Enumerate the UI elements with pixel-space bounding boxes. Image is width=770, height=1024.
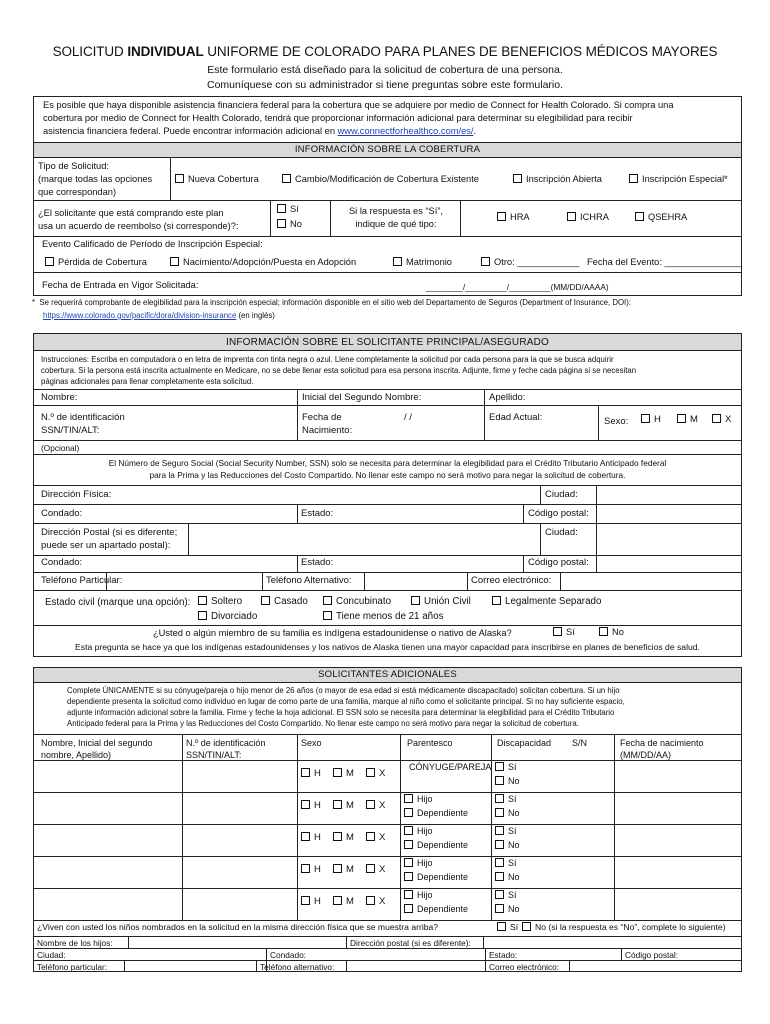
live-no[interactable]: No (si la respuesta es “No”, complete lo siguiente) <box>522 922 726 933</box>
row-disability-no[interactable]: No <box>495 808 520 819</box>
native-question: ¿Usted o algún miembro de su familia es indígena estadounidense o nativo de Alaska? <box>153 628 512 638</box>
city-label[interactable]: Ciudad: <box>545 489 578 500</box>
sex-h[interactable]: H <box>641 414 661 426</box>
checkbox[interactable] <box>522 922 531 931</box>
native-note: Esta pregunta se hace ya que los indígenas estadounidenses y los nativos de Alaska tienen una mayor capacidad para inscribirse en planes de beneficios de salud. <box>75 642 700 652</box>
checkbox[interactable] <box>677 414 686 423</box>
middle-initial-label[interactable]: Inicial del Segundo Nombre: <box>302 392 422 403</box>
option-special-enrollment[interactable]: Inscripción Especial* <box>629 174 728 186</box>
checkbox[interactable] <box>282 174 291 183</box>
row-disability-no[interactable]: No <box>495 904 520 915</box>
marital-cohabiting[interactable]: Concubinato <box>323 596 391 608</box>
footnote: * Se requerirá comprobante de elegibilidad para la inscripción especial; información disponible en el sitio web del Departamento de Seguros (Department of Insurance, DOI): <box>32 298 631 307</box>
special-event-label: Evento Calificado de Período de Inscripción Especial: <box>42 239 263 249</box>
mailing-address-label[interactable]: Dirección Postal (si es diferente; <box>41 527 178 538</box>
checkbox[interactable] <box>599 627 608 636</box>
checkbox[interactable] <box>366 800 375 809</box>
request-type-label: Tipo de Solicitud: <box>38 161 109 171</box>
checkbox[interactable] <box>404 904 413 913</box>
row-sex-x[interactable]: X <box>366 768 385 780</box>
row-sex-x[interactable]: X <box>366 896 385 908</box>
row-sex-m[interactable]: M <box>333 800 354 812</box>
checkbox[interactable] <box>333 768 342 777</box>
checkbox[interactable] <box>553 627 562 636</box>
col-disability: Discapacidad <box>497 738 552 748</box>
additional-instructions-1: Complete ÚNICAMENTE si su cónyuge/pareja o hijo menor de 26 años (o mayor de esa edad si está médicamente discapacitado) solicitan cobertura. Si un hijo <box>67 686 620 695</box>
checkbox[interactable] <box>712 414 721 423</box>
checkbox[interactable] <box>45 257 54 266</box>
event-other[interactable]: Otro: ____________ <box>481 257 579 269</box>
row-sex-h[interactable]: H <box>301 896 321 908</box>
row-child[interactable]: Hijo <box>404 890 433 901</box>
checkbox[interactable] <box>301 864 310 873</box>
checkbox[interactable] <box>635 212 644 221</box>
county-label[interactable]: Condado: <box>41 508 83 519</box>
row-disability-yes[interactable]: Sí <box>495 890 517 901</box>
children-alt-phone-label[interactable]: Teléfono alternativo: <box>260 962 335 972</box>
intro-line-2: cobertura por medio de Connect for Health Colorado, tendrá que proporcionar información adicional para determinar su elegibilidad para recibir <box>43 113 633 123</box>
table-row-divider <box>33 824 742 825</box>
marital-status-label: Estado civil (marque una opción): <box>45 597 191 608</box>
row-sex-m[interactable]: M <box>333 896 354 908</box>
option-qsehra[interactable]: QSEHRA <box>635 212 687 224</box>
checkbox[interactable] <box>333 800 342 809</box>
state-label[interactable]: Estado: <box>301 508 334 519</box>
live-yes[interactable]: Sí <box>497 922 518 933</box>
row-disability-yes[interactable]: Sí <box>495 762 517 773</box>
checkbox[interactable] <box>497 212 506 221</box>
checkbox[interactable] <box>198 611 207 620</box>
checkbox[interactable] <box>301 768 310 777</box>
row-dependent[interactable]: Dependiente <box>404 904 468 915</box>
checkbox[interactable] <box>261 596 270 605</box>
reimbursement-no[interactable]: No <box>277 219 302 231</box>
reimbursement-yes[interactable]: Sí <box>277 204 299 216</box>
marital-married[interactable]: Casado <box>261 596 308 608</box>
checkbox[interactable] <box>175 174 184 183</box>
children-city-label[interactable]: Ciudad: <box>37 950 66 960</box>
checkbox[interactable] <box>513 174 522 183</box>
checkbox[interactable] <box>277 219 286 228</box>
row-child[interactable]: Hijo <box>404 794 433 805</box>
row-disability-yes[interactable]: Sí <box>495 826 517 837</box>
native-no[interactable]: No <box>599 627 624 639</box>
row-spouse-label: CÓNYUGE/PAREJA <box>409 762 492 772</box>
row-disability-no[interactable]: No <box>495 840 520 851</box>
effective-date-field[interactable]: ________/_________/_________(MM/DD/AAAA) <box>426 282 609 292</box>
children-state-label[interactable]: Estado: <box>489 950 518 960</box>
checkbox[interactable] <box>404 872 413 881</box>
checkbox[interactable] <box>495 794 504 803</box>
checkbox[interactable] <box>404 858 413 867</box>
applicant-heading: INFORMACIÓN SOBRE EL SOLICITANTE PRINCIPAL/ASEGURADO <box>33 333 742 351</box>
checkbox[interactable] <box>333 896 342 905</box>
doi-link[interactable]: https://www.colorado.gov/pacific/dora/division-insurance <box>43 311 237 320</box>
option-ichra[interactable]: ICHRA <box>567 212 609 224</box>
marital-civil-union[interactable]: Unión Civil <box>411 596 471 608</box>
row-sex-x[interactable]: X <box>366 832 385 844</box>
children-email-label[interactable]: Correo electrónico: <box>489 962 560 972</box>
row-dependent[interactable]: Dependiente <box>404 808 468 819</box>
checkbox[interactable] <box>495 858 504 867</box>
sex-label: Sexo: <box>604 416 629 427</box>
title-emphasis: INDIVIDUAL <box>127 44 204 59</box>
checkbox[interactable] <box>198 596 207 605</box>
footnote-link-line: https://www.colorado.gov/pacific/dora/division-insurance (en inglés) <box>43 311 275 320</box>
checkbox[interactable] <box>481 257 490 266</box>
effective-date-label: Fecha de Entrada en Vigor Solicitada: <box>42 280 199 290</box>
checkbox[interactable] <box>492 596 501 605</box>
col-relationship: Parentesco <box>407 738 453 748</box>
row-sex-h[interactable]: H <box>301 768 321 780</box>
col-name: Nombre, Inicial del segundo <box>41 738 153 748</box>
checkbox[interactable] <box>495 904 504 913</box>
row-sex-h[interactable]: H <box>301 864 321 876</box>
row-sex-m[interactable]: M <box>333 768 354 780</box>
checkbox[interactable] <box>404 826 413 835</box>
checkbox[interactable] <box>323 611 332 620</box>
row-disability-yes[interactable]: Sí <box>495 858 517 869</box>
row-sex-x[interactable]: X <box>366 864 385 876</box>
sex-x[interactable]: X <box>712 414 731 426</box>
coverage-heading: INFORMACIÓN SOBRE LA COBERTURA <box>33 142 742 158</box>
applicant-instructions-1: Instrucciones: Escriba en computadora o en letra de imprenta con tinta negra o azul. Llene completamente la solicitud por cada persona para la que se busca adquirir <box>41 355 614 364</box>
option-change-coverage[interactable]: Cambio/Modificación de Cobertura Existente <box>282 174 479 186</box>
checkbox[interactable] <box>641 414 650 423</box>
reimbursement-question: ¿El solicitante que está comprando este plan <box>38 208 224 218</box>
checkbox[interactable] <box>404 808 413 817</box>
checkbox[interactable] <box>170 257 179 266</box>
row-sex-m[interactable]: M <box>333 864 354 876</box>
children-zip-label[interactable]: Código postal: <box>625 950 679 960</box>
event-date-field[interactable]: Fecha del Evento: _______________ <box>587 257 743 267</box>
col-sex: Sexo <box>301 738 322 748</box>
event-marriage[interactable]: Matrimonio <box>393 257 452 269</box>
row-sex-m[interactable]: M <box>333 832 354 844</box>
event-loss-of-coverage[interactable]: Pérdida de Cobertura <box>45 257 147 269</box>
last-name-label[interactable]: Apellido: <box>489 392 526 403</box>
ssn-label[interactable]: N.º de identificación <box>41 412 125 423</box>
row-dependent[interactable]: Dependiente <box>404 840 468 851</box>
checkbox[interactable] <box>567 212 576 221</box>
option-open-enrollment[interactable]: Inscripción Abierta <box>513 174 602 186</box>
checkbox[interactable] <box>301 800 310 809</box>
children-names-label[interactable]: Nombre de los hijos: <box>37 938 113 948</box>
marital-separated[interactable]: Legalmente Separado <box>492 596 601 608</box>
checkbox[interactable] <box>495 840 504 849</box>
checkbox[interactable] <box>333 832 342 841</box>
native-yes[interactable]: Sí <box>553 627 575 639</box>
row-disability-no[interactable]: No <box>495 872 520 883</box>
checkbox[interactable] <box>497 922 506 931</box>
connect-for-health-link[interactable]: www.connectforhealthco.com/es/ <box>337 126 474 136</box>
row-disability-no[interactable]: No <box>495 776 520 787</box>
mailing-zip-label[interactable]: Código postal: <box>528 557 589 568</box>
row-sex-x[interactable]: X <box>366 800 385 812</box>
age-label[interactable]: Edad Actual: <box>489 412 543 423</box>
mailing-county-label[interactable]: Condado: <box>41 557 83 568</box>
checkbox[interactable] <box>301 832 310 841</box>
checkbox[interactable] <box>333 864 342 873</box>
email-label[interactable]: Correo electrónico: <box>471 575 552 586</box>
under-21[interactable]: Tiene menos de 21 años <box>323 611 443 623</box>
checkbox[interactable] <box>404 840 413 849</box>
checkbox[interactable] <box>277 204 286 213</box>
event-birth-adoption[interactable]: Nacimiento/Adopción/Puesta en Adopción <box>170 257 356 269</box>
row-sex-h[interactable]: H <box>301 832 321 844</box>
marital-divorced[interactable]: Divorciado <box>198 611 257 623</box>
live-together-question: ¿Viven con usted los niños nombrados en la solicitud en la misma dirección física que se muestra arriba? <box>37 922 439 932</box>
row-sex-h[interactable]: H <box>301 800 321 812</box>
checkbox[interactable] <box>301 896 310 905</box>
checkbox[interactable] <box>495 826 504 835</box>
mailing-state-label[interactable]: Estado: <box>301 557 334 568</box>
dob-separators: / / <box>404 412 412 423</box>
physical-address-label[interactable]: Dirección Física: <box>41 489 112 500</box>
checkbox[interactable] <box>323 596 332 605</box>
col-yn: S/N <box>572 738 588 748</box>
row-dependent[interactable]: Dependiente <box>404 872 468 883</box>
table-row-divider <box>33 888 742 889</box>
optional-label: (Opcional) <box>41 443 80 453</box>
row-child[interactable]: Hijo <box>404 826 433 837</box>
children-county-label[interactable]: Condado: <box>270 950 306 960</box>
subtitle-line-1: Este formulario está diseñado para la solicitud de cobertura de una persona. <box>207 64 563 76</box>
checkbox[interactable] <box>495 872 504 881</box>
checkbox[interactable] <box>366 896 375 905</box>
mailing-city-label[interactable]: Ciudad: <box>545 527 578 538</box>
name-label[interactable]: Nombre: <box>41 392 78 403</box>
marital-single[interactable]: Soltero <box>198 596 242 608</box>
checkbox[interactable] <box>495 762 504 771</box>
checkbox[interactable] <box>366 832 375 841</box>
checkbox[interactable] <box>404 890 413 899</box>
checkbox[interactable] <box>404 794 413 803</box>
col-dob: Fecha de nacimiento <box>620 738 704 748</box>
home-phone-label[interactable]: Teléfono Particular: <box>41 575 123 586</box>
checkbox[interactable] <box>393 257 402 266</box>
dob-label[interactable]: Fecha de <box>302 412 342 423</box>
checkbox[interactable] <box>366 768 375 777</box>
row-disability-yes[interactable]: Sí <box>495 794 517 805</box>
checkbox[interactable] <box>411 596 420 605</box>
option-hra[interactable]: HRA <box>497 212 530 224</box>
subtitle-line-2: Comuníquese con su administrador si tiene preguntas sobre este formulario. <box>206 79 564 91</box>
checkbox[interactable] <box>495 808 504 817</box>
intro-line-3: asistencia financiera federal. Puede encontrar información adicional en www.connectforhealthco.com/es/. <box>43 126 477 136</box>
children-home-phone-label[interactable]: Teléfono particular: <box>37 962 108 972</box>
children-mail-label[interactable]: Dirección postal (si es diferente): <box>350 938 471 948</box>
table-row-divider <box>33 760 742 761</box>
form-title: SOLICITUD INDIVIDUAL UNIFORME DE COLORADO PARA PLANES DE BENEFICIOS MÉDICOS MAYORES <box>52 44 718 59</box>
checkbox[interactable] <box>495 776 504 785</box>
checkbox[interactable] <box>495 890 504 899</box>
row-child[interactable]: Hijo <box>404 858 433 869</box>
additional-heading: SOLICITANTES ADICIONALES <box>33 667 742 683</box>
col-ssn: N.º de identificación <box>186 738 266 748</box>
table-row-divider <box>33 792 742 793</box>
if-yes-label: Si la respuesta es “Sí”, <box>348 206 444 216</box>
zip-label[interactable]: Código postal: <box>528 508 589 519</box>
checkbox[interactable] <box>366 864 375 873</box>
option-new-coverage[interactable]: Nueva Cobertura <box>175 174 259 186</box>
ssn-note-1: El Número de Seguro Social (Social Security Number, SSN) solo se necesita para determinar la elegibilidad para el Crédito Tributario Anticipado federal <box>108 458 667 468</box>
intro-line-1: Es posible que haya disponible asistencia financiera federal para la cobertura que se adquiere por medio de Connect for Health Colorado. Si compra una <box>43 100 674 110</box>
table-row-divider <box>33 856 742 857</box>
sex-m[interactable]: M <box>677 414 698 426</box>
alt-phone-label[interactable]: Teléfono Alternativo: <box>266 575 352 586</box>
checkbox[interactable] <box>629 174 638 183</box>
